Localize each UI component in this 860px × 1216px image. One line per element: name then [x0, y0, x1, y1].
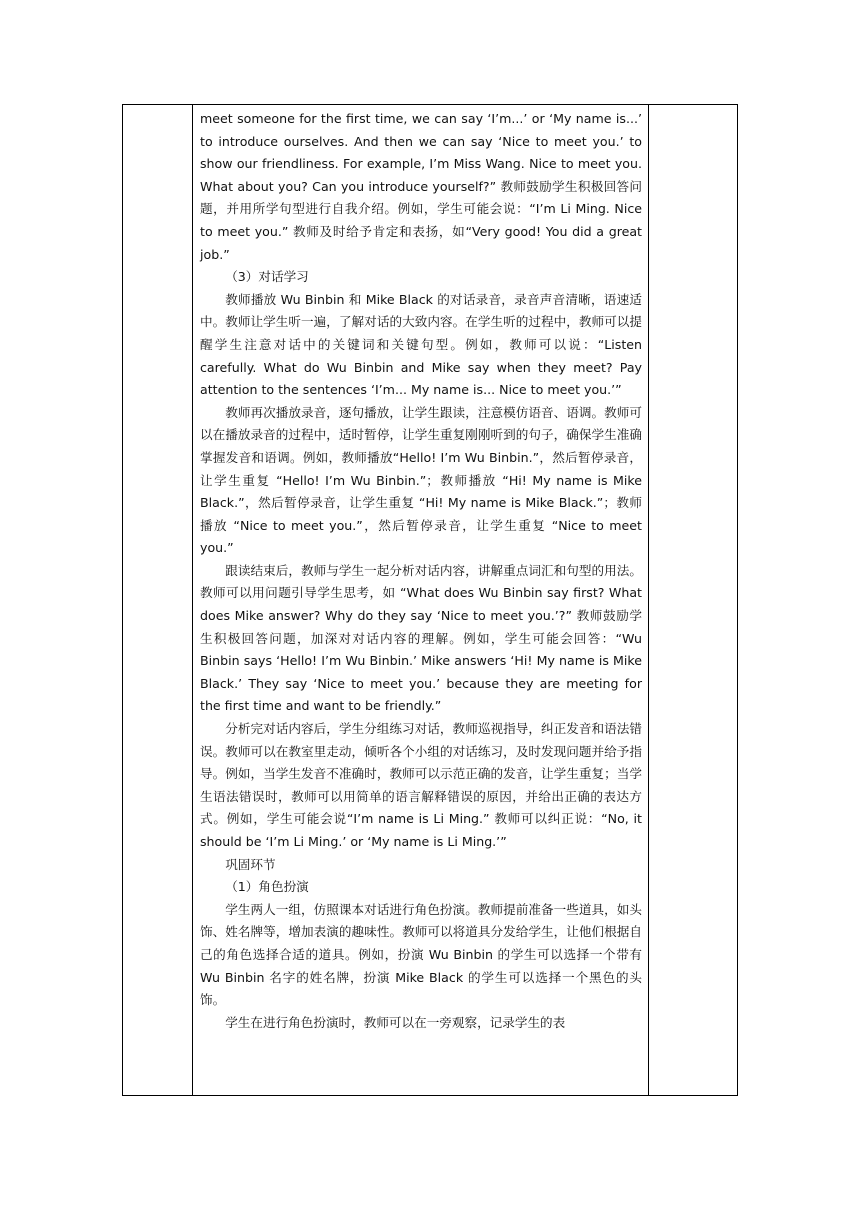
section-heading: （1）角色扮演	[225, 879, 309, 895]
paragraph: 教师再次播放录音，逐句播放，让学生跟读，注意模仿语音、语调。教师可以在播放录音的过程中，适时暂停，让学生重复刚刚听到的句子，确保学生准确掌握发音和语调。例如，教师播放“Hello! I’m Wu Binbin.”，然后暂停录音，让学生重复 “Hello! I’m Wu Binbin.”；教师播放 “Hi! My name is Mike Black.”，然后暂停录音，让学生重复 “Hi! My name is Mike Black.”；教师播放 “Nice to meet you.”，然后暂停录音，让学生重复 “Nice to meet you.”	[200, 404, 642, 556]
column-divider-right	[648, 105, 649, 1095]
paragraph: 分析完对话内容后，学生分组练习对话，教师巡视指导，纠正发音和语法错误。教师可以在教室里走动，倾听各个小组的对话练习，及时发现问题并给予指导。例如，当学生发音不准确时，教师可以示范正确的发音，让学生重复；当学生语法错误时，教师可以用简单的语言解释错误的原因，并给出正确的表达方式。例如，学生可能会说“I’m name is Li Ming.” 教师可以纠正说：“No, it should be ‘I’m Li Ming.’ or ‘My name is Li Ming.’”	[200, 721, 642, 849]
column-divider-left	[192, 105, 193, 1095]
paragraph: 跟读结束后，教师与学生一起分析对话内容，讲解重点词汇和句型的用法。教师可以用问题引导学生思考，如 “What does Wu Binbin say first? What does Mike answer? Why do they say ‘Nice to meet you.’?” 教师鼓励学生积极回答问题，加深对对话内容的理解。例如，学生可能会回答：“Wu Binbin says ‘Hello! I’m Wu Binbin.’ Mike answers ‘Hi! My name is Mike Black.’ They say ‘Nice to meet you.’ because they are meeting for the first time and want to be friendly.”	[200, 562, 642, 714]
lesson-plan-table	[122, 104, 738, 1096]
paragraph: 教师播放 Wu Binbin 和 Mike Black 的对话录音，录音声音清晰，语速适中。教师让学生听一遍，了解对话的大致内容。在学生听的过程中，教师可以提醒学生注意对话中的关键词和关键句型。例如，教师可以说：“Listen carefully. What do Wu Binbin and Mike say when they meet? Pay attention to the sentences ‘I’m... My name is... Nice to meet you.’”	[200, 291, 642, 398]
section-heading: 巩固环节	[225, 856, 276, 872]
paragraph: meet someone for the first time, we can say ‘I’m...’ or ‘My name is...’ to introduce ourselves. And then we can say ‘Nice to meet you.’ to show our friendliness. For example, I’m Miss Wang. Nice to meet you. What about you? Can you introduce yourself?” 教师鼓励学生积极回答问题，并用所学句型进行自我介绍。例如，学生可能会说：“I’m Li Ming. Nice to meet you.” 教师及时给予肯定和表扬，如“Very good! You did a great job.”	[200, 111, 642, 262]
paragraph: 学生两人一组，仿照课本对话进行角色扮演。教师提前准备一些道具，如头饰、姓名牌等，增加表演的趣味性。教师可以将道具分发给学生，让他们根据自己的角色选择合适的道具。例如，扮演 Wu Binbin 的学生可以选择一个带有 Wu Binbin 名字的姓名牌，扮演 Mike Black 的学生可以选择一个黑色的头饰。	[200, 901, 642, 1008]
paragraph: 学生在进行角色扮演时，教师可以在一旁观察，记录学生的表	[225, 1014, 566, 1030]
section-heading: （3）对话学习	[225, 269, 309, 285]
teaching-process-cell	[200, 108, 642, 1034]
